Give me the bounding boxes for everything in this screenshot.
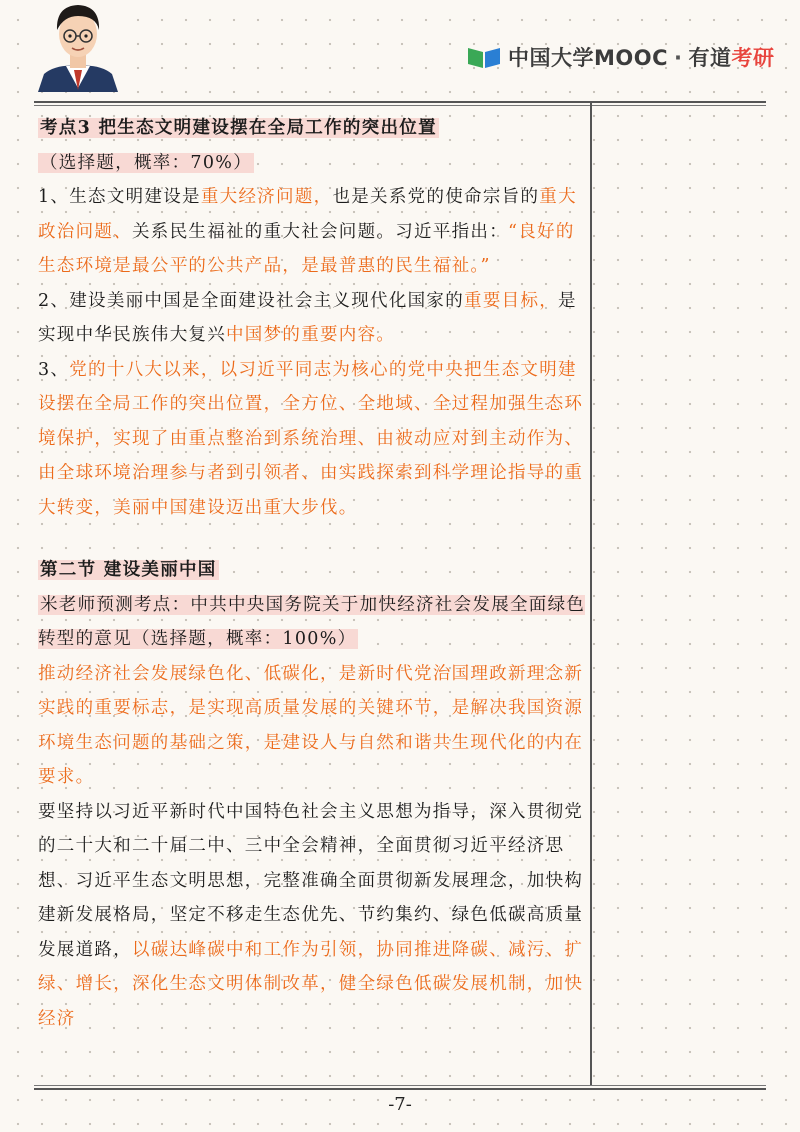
- page-number: -7-: [388, 1094, 412, 1115]
- logo-text: 中国大学MOOC · 有道考研: [508, 46, 775, 70]
- teacher-avatar: [36, 0, 120, 92]
- section2-title: 第二节 建设美丽中国: [40, 560, 217, 580]
- notes-content: [38, 111, 588, 1036]
- section1-item2: 2、建设美丽中国是全面建设社会主义现代化国家的重要目标，是实现中华民族伟大复兴中国梦的重要内容。: [38, 290, 577, 345]
- mooc-book-icon: [466, 44, 502, 70]
- section2-para2: 要坚持以习近平新时代中国特色社会主义思想为指导，深入贯彻党的二十大和二十届二中、三中全会精神，全面贯彻习近平经济思想、习近平生态文明思想，完整准确全面贯彻新发展理念，加快构建新发展格局，坚定不移走生态优先、节约集约、绿色低碳高质量发展道路，以碳达峰碳中和工作为引领，协同推进降碳、减污、扩绿、增长，深化生态文明体制改革，健全绿色低碳发展机制，加快经济: [38, 801, 584, 1029]
- section1-item1: 1、生态文明建设是重大经济问题，也是关系党的使命宗旨的重大政治问题、关系民生福祉的重大社会问题。习近平指出：“良好的生态环境是最公平的公共产品，是最普惠的民生福祉。”: [38, 187, 577, 276]
- bottom-rule-thin: [34, 1085, 766, 1086]
- margin-column-line: [590, 103, 592, 1086]
- section2-para1: 推动经济社会发展绿色化、低碳化，是新时代党治国理政新理念新实践的重要标志，是实现高质量发展的关键环节，是解决我国资源环境生态问题的基础之策，是建设人与自然和谐共生现代化的内在要求。: [38, 663, 584, 787]
- top-rule: [34, 101, 766, 103]
- section1-item3: 3、党的十八大以来，以习近平同志为核心的党中央把生态文明建设摆在全局工作的突出位置，全方位、全地域、全过程加强生态环境保护，实现了由重点整治到系统治理、由被动应对到主动作为、由全球环境治理参与者到引领者、由实践探索到科学理论指导的重大转变，美丽中国建设迈出重大步伐。: [38, 359, 584, 518]
- mooc-kaoyan-logo: [466, 40, 775, 74]
- top-rule-thin: [34, 105, 766, 106]
- bottom-rule: [34, 1088, 766, 1090]
- section1-title: 考点3 把生态文明建设摆在全局工作的突出位置: [40, 118, 437, 138]
- section1-subtitle: （选择题，概率：70%）: [40, 152, 252, 173]
- section2-subtitle: 米老师预测考点：中共中央国务院关于加快经济社会发展全面绿色转型的意见（选择题，概率：100%）: [38, 594, 586, 649]
